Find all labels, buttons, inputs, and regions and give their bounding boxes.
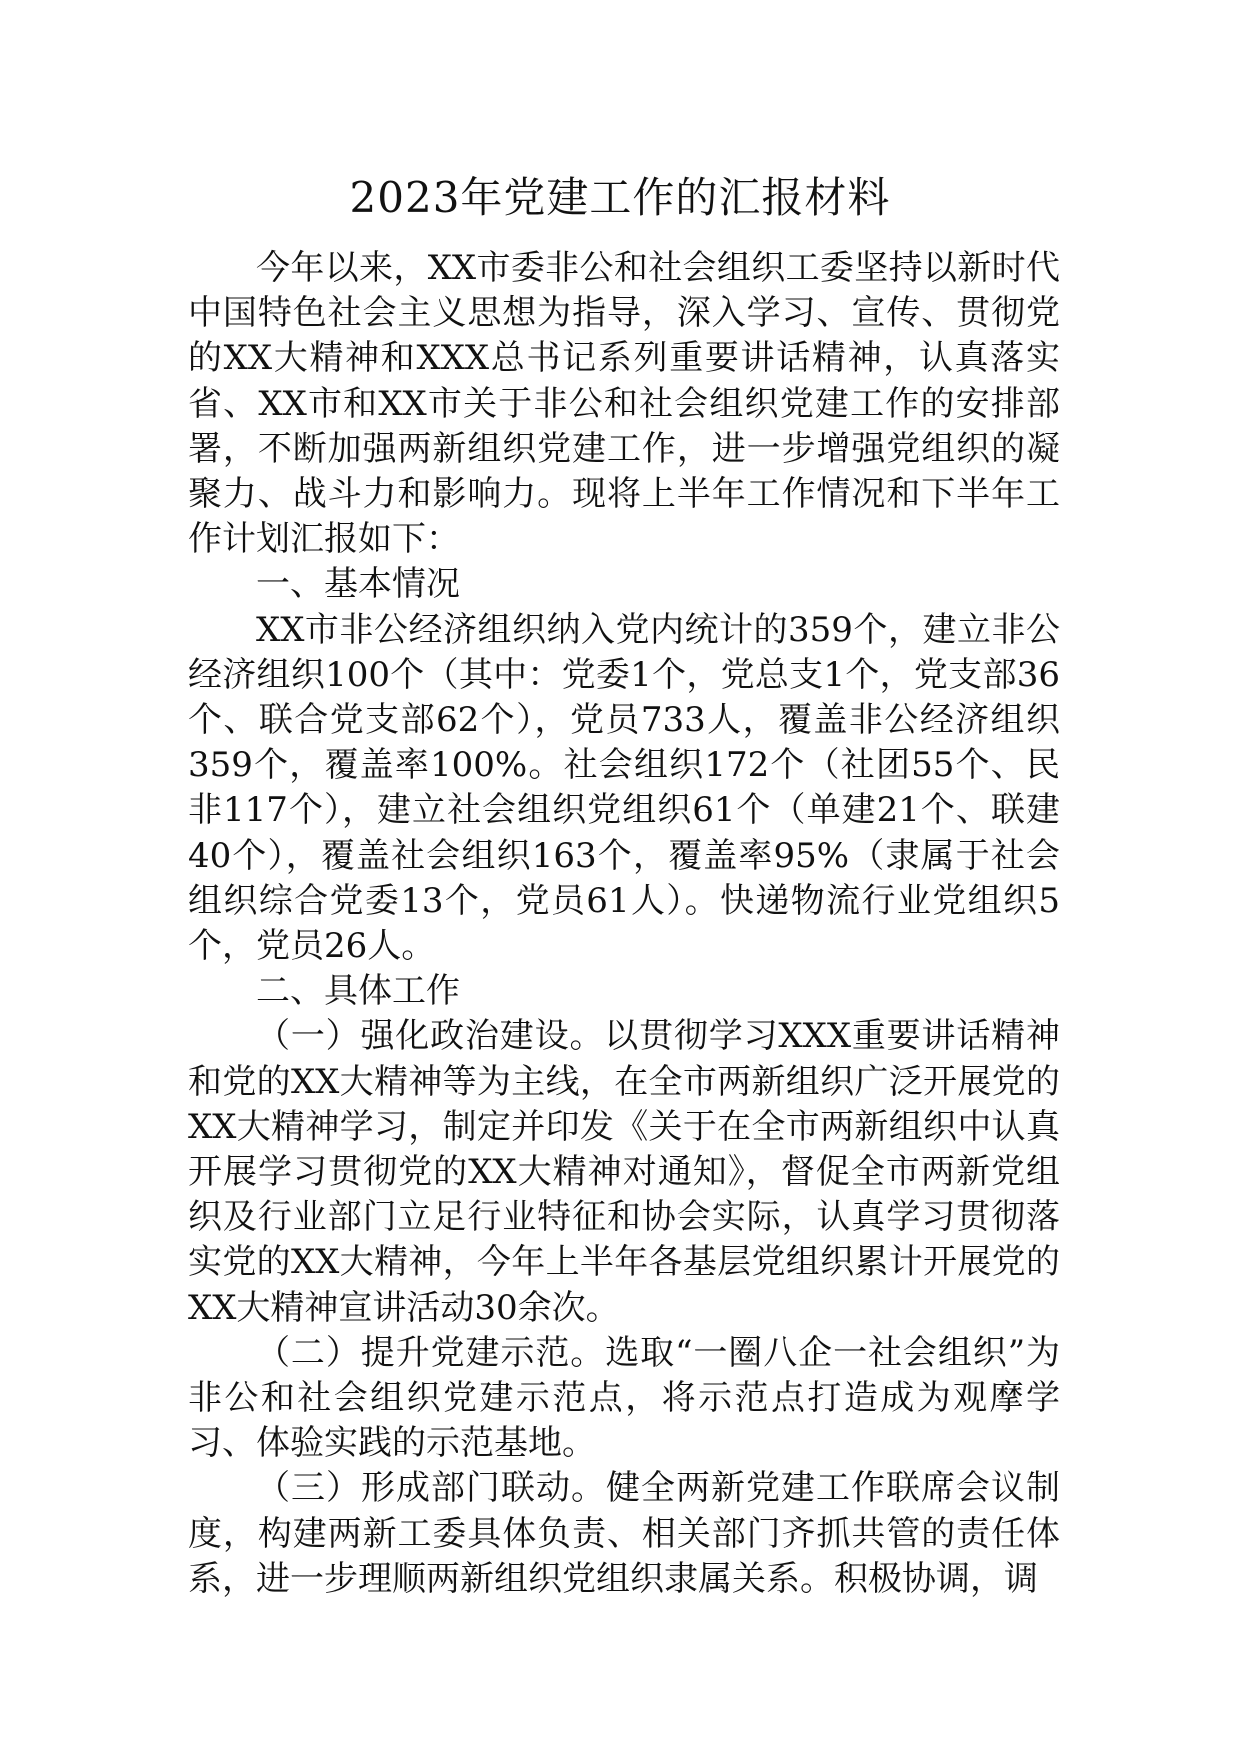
section-heading-work: 二、具体工作	[256, 971, 460, 1012]
document-title: 2023年党建工作的汇报材料	[349, 173, 891, 222]
section-heading-basic: 一、基本情况	[256, 564, 460, 605]
work-item-2-paragraph: （二）提升党建示范。选取“一圈八企一社会组织”为非公和社会组织党建示范点，将示范点打造成为观摩学习、体验实践的示范基地。	[188, 1332, 1060, 1464]
intro-paragraph: 今年以来，XX市委非公和社会组织工委坚持以新时代中国特色社会主义思想为指导，深入学习、宣传、贯彻党的XX大精神和XXX总书记系列重要讲话精神，认真落实省、XX市和XX市关于非公和社会组织党建工作的安排部署，不断加强两新组织党建工作，进一步增强党组织的凝聚力、战斗力和影响力。现将上半年工作情况和下半年工作计划汇报如下：	[188, 248, 1060, 560]
work-item-3-paragraph: （三）形成部门联动。健全两新党建工作联席会议制度，构建两新工委具体负责、相关部门齐抓共管的责任体系，进一步理顺两新组织党组织隶属关系。积极协调，调	[188, 1468, 1060, 1599]
document-body	[188, 246, 1060, 1602]
basic-info-paragraph: XX市非公经济组织纳入党内统计的359个，建立非公经济组织100个（其中：党委1个，党总支1个，党支部36个、联合党支部62个），党员733人，覆盖非公经济组织359个，覆盖率100%。社会组织172个（社团55个、民非117个），建立社会组织党组织61个（单建21个、联建40个），覆盖社会组织163个，覆盖率95%（隶属于社会组织综合党委13个，党员61人）。快递物流行业党组织5个，党员26人。	[188, 609, 1060, 967]
work-item-1-paragraph: （一）强化政治建设。以贯彻学习XXX重要讲话精神和党的XX大精神等为主线，在全市两新组织广泛开展党的XX大精神学习，制定并印发《关于在全市两新组织中认真开展学习贯彻党的XX大精神对通知》，督促全市两新党组织及行业部门立足行业特征和协会实际，认真学习贯彻落实党的XX大精神，今年上半年各基层党组织累计开展党的XX大精神宣讲活动30余次。	[188, 1016, 1060, 1328]
